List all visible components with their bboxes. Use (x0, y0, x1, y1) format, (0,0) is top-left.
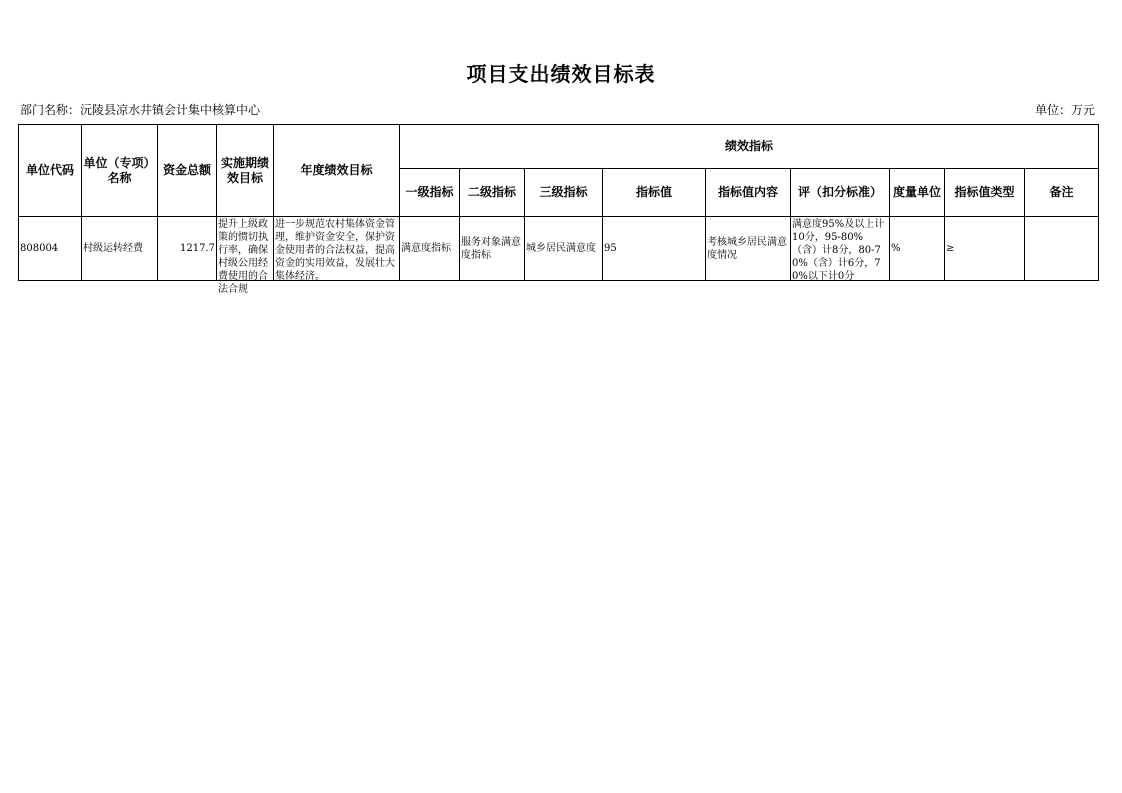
header-level3: 三级指标 (525, 169, 603, 217)
cell-indicator-content: 考核城乡居民满意度情况 (706, 217, 791, 281)
header-unit-name: 单位（专项）名称 (82, 125, 158, 217)
cell-remarks (1025, 217, 1099, 281)
header-level2: 二级指标 (460, 169, 525, 217)
cell-indicator-value: 95 (603, 217, 706, 281)
cell-scoring (791, 217, 890, 281)
header-indicator-value: 指标值 (603, 169, 706, 217)
header-measure-unit: 度量单位 (890, 169, 945, 217)
cell-level3: 城乡居民满意度 (525, 217, 603, 281)
cell-value-type: ≥ (945, 217, 1025, 281)
cell-unit-name: 村级运转经费 (82, 217, 158, 281)
annual-goal-text: 进一步规范农村集体资金管理，维护资金安全，保护资金使用者的合法权益，提高资金的实用效益，发展壮大集体经济。 (275, 218, 395, 282)
header-indicator-content: 指标值内容 (706, 169, 791, 217)
header-row-1 (19, 125, 1099, 169)
scoring-text: 满意度95%及以上计10分，95-80%（含）计8分，80-70%（含）计6分，70%以下计0分 (792, 218, 885, 282)
header-level1: 一级指标 (400, 169, 460, 217)
period-goal-text: 提升上级政策的惯切执行率，确保村级公用经费使用的合法合规 (218, 218, 268, 295)
header-period-goal: 实施期绩效目标 (217, 125, 274, 217)
cell-level1: 满意度指标 (400, 217, 460, 281)
cell-unit-code: 808004 (19, 217, 82, 281)
performance-target-table (18, 124, 1099, 295)
header-scoring: 评（扣分标准） (791, 169, 890, 217)
department-name: 部门名称：沅陵县凉水井镇会计集中核算中心 (20, 103, 261, 117)
currency-unit: 单位：万元 (1034, 103, 1095, 117)
page-title: 项目支出绩效目标表 (466, 62, 656, 86)
header-performance-indicators: 绩效指标 (400, 125, 1099, 169)
cell-fund-total: 1217.7 (158, 217, 217, 281)
header-annual-goal: 年度绩效目标 (274, 125, 400, 217)
cell-measure-unit: % (890, 217, 945, 281)
cell-level2: 服务对象满意度指标 (460, 217, 525, 281)
cell-period-goal (217, 217, 274, 295)
header-value-type: 指标值类型 (945, 169, 1025, 217)
cell-annual-goal (274, 217, 400, 281)
header-fund-total: 资金总额 (158, 125, 217, 217)
header-unit-code: 单位代码 (19, 125, 82, 217)
table-row (19, 217, 1099, 281)
header-remarks: 备注 (1025, 169, 1099, 217)
